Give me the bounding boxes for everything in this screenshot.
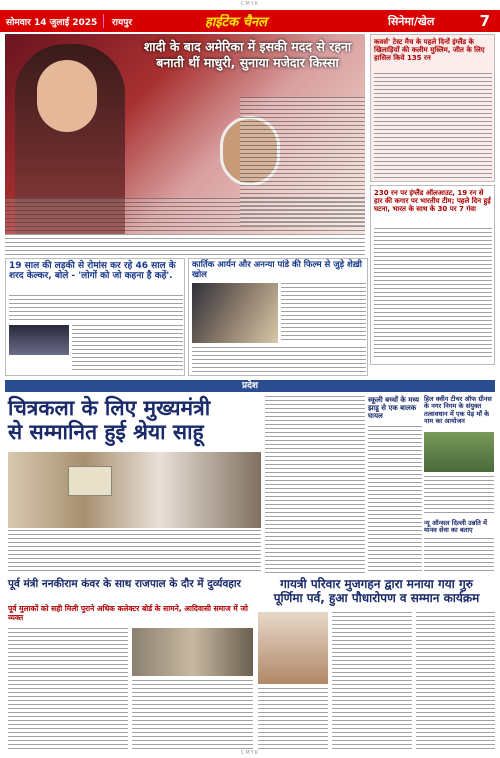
mid-story-1-headline: 19 साल की लड़की से रोमांस कर रहे 46 साल के शरद केल्कर, बोले - 'लोगों को जो कहना है कहें'. (9, 261, 176, 282)
pradesh-lead-headline (8, 396, 263, 444)
bottom-right-headline-line1: गायत्री परिवार मुजगहन द्वारा मनाया गया गुरु (280, 577, 473, 591)
header-divider (103, 14, 104, 28)
mid-story-2-body-right (281, 283, 366, 343)
mid-story-2-body (192, 347, 366, 373)
school-story-body (368, 426, 422, 571)
mid-story-1-body (72, 325, 183, 373)
bottom-right-body-3 (416, 612, 495, 750)
issue-date: सोमवार 14 जुलाई 2025 (6, 18, 98, 28)
school-story-headline: स्कूली बच्चों के मध्य झाडू से एक बालक घायल (368, 396, 420, 421)
pradesh-section-bar: प्रदेश (5, 380, 495, 392)
news-story-headline: न्यू ऑन्सल दिल्ली उन्नति में मानव सेवा का बताए (424, 519, 487, 535)
green-story (424, 396, 495, 516)
lead-body-text-2 (5, 198, 365, 256)
page-header (0, 10, 500, 32)
news-story (424, 520, 495, 574)
bottom-right-headline (258, 578, 495, 606)
mid-story-1-intro (9, 295, 183, 323)
edition-city: रायपुर (112, 18, 133, 28)
bottom-right-headline-line2: पूर्णिमा पर्व, हुआ पौधारोपण व सम्मान कार्यक्रम (273, 590, 480, 605)
right-story-1 (370, 34, 495, 182)
bottom-left-body (8, 628, 128, 750)
green-story-body (424, 476, 494, 514)
bottom-right-body-1 (258, 688, 328, 750)
mid-story-2 (188, 258, 368, 376)
right-story-2 (370, 185, 495, 365)
gayatri-event-photo (258, 612, 328, 684)
school-story (368, 396, 422, 574)
lead-headline-line1: शादी के बाद अमेरिका में इसकी मदद से रहना (143, 39, 352, 54)
pradesh-lead-headline-line1: चित्रकला के लिए मुख्यमंत्री (8, 396, 211, 420)
lead-headline-line2: बनाती थीं माधुरी, सुनाया मजेदार किस्सा (156, 55, 339, 71)
mid-story-2-headline: कार्तिक आर्यन और अनन्या पांडे की फिल्म से जुड़े शेख़ी खोल (192, 260, 362, 280)
print-mark-top: CMYK (240, 1, 260, 7)
mid-story-2-photo (192, 283, 278, 343)
bottom-right-body-2 (332, 612, 412, 750)
award-ceremony-photo (8, 452, 261, 528)
section-name: सिनेमा/खेल (388, 15, 435, 28)
right-story-2-body (374, 228, 492, 360)
mid-story-1-photo (9, 325, 69, 355)
newspaper-logo: हाईटेक चैनल (205, 15, 267, 30)
right-story-1-headline: कवर्स' टेस्ट मैच के पहले दिनों इंग्लैंड के खिलाड़ियों की कलीम मुस्लिम, जीत के लिए हासिल किये 135 रन (374, 38, 485, 63)
bottom-left-subhead: पूर्व मुलाकों को सही मिली पुराने अधिक कलेक्टर बोर्ड के सामने, आदिवासी समाज में जो व्यक्त (8, 604, 248, 622)
mid-story-1 (5, 258, 185, 376)
page-number: 7 (479, 12, 490, 30)
tree-plantation-photo (424, 432, 494, 472)
pradesh-lead-body-2 (265, 396, 365, 574)
bottom-left-photo (132, 628, 253, 676)
lead-headline (135, 40, 360, 71)
pradesh-lead-body (8, 530, 261, 574)
print-mark-bottom: CMYK (240, 750, 260, 756)
news-story-body (424, 538, 494, 572)
right-story-1-body (374, 73, 492, 178)
green-story-headline: हिल क्वीन टीचर ऑफ ग्रीनस के नगर निगम के संयुक्त तत्वावधान में एक पेड़ माँ के नाम का आयोजन (424, 395, 492, 426)
award-certificate (68, 466, 112, 496)
bottom-left-headline: पूर्व मंत्री ननकीराम कंवर के साथ राजपाल के दौर में दुर्व्यवहार (8, 578, 241, 590)
actress-face (37, 60, 97, 132)
pradesh-lead-headline-line2: से सम्मानित हुई श्रेया साहू (8, 420, 204, 445)
right-story-2-headline: 230 रन पर इंग्लैंड ऑलआउट, 19 रन से हार की कगार पर भारतीय टीम; पहले दिन हुई घटना, भारत के साथ के 30 पर 7 गंवा (374, 189, 491, 214)
bottom-left-body-2 (132, 680, 253, 750)
